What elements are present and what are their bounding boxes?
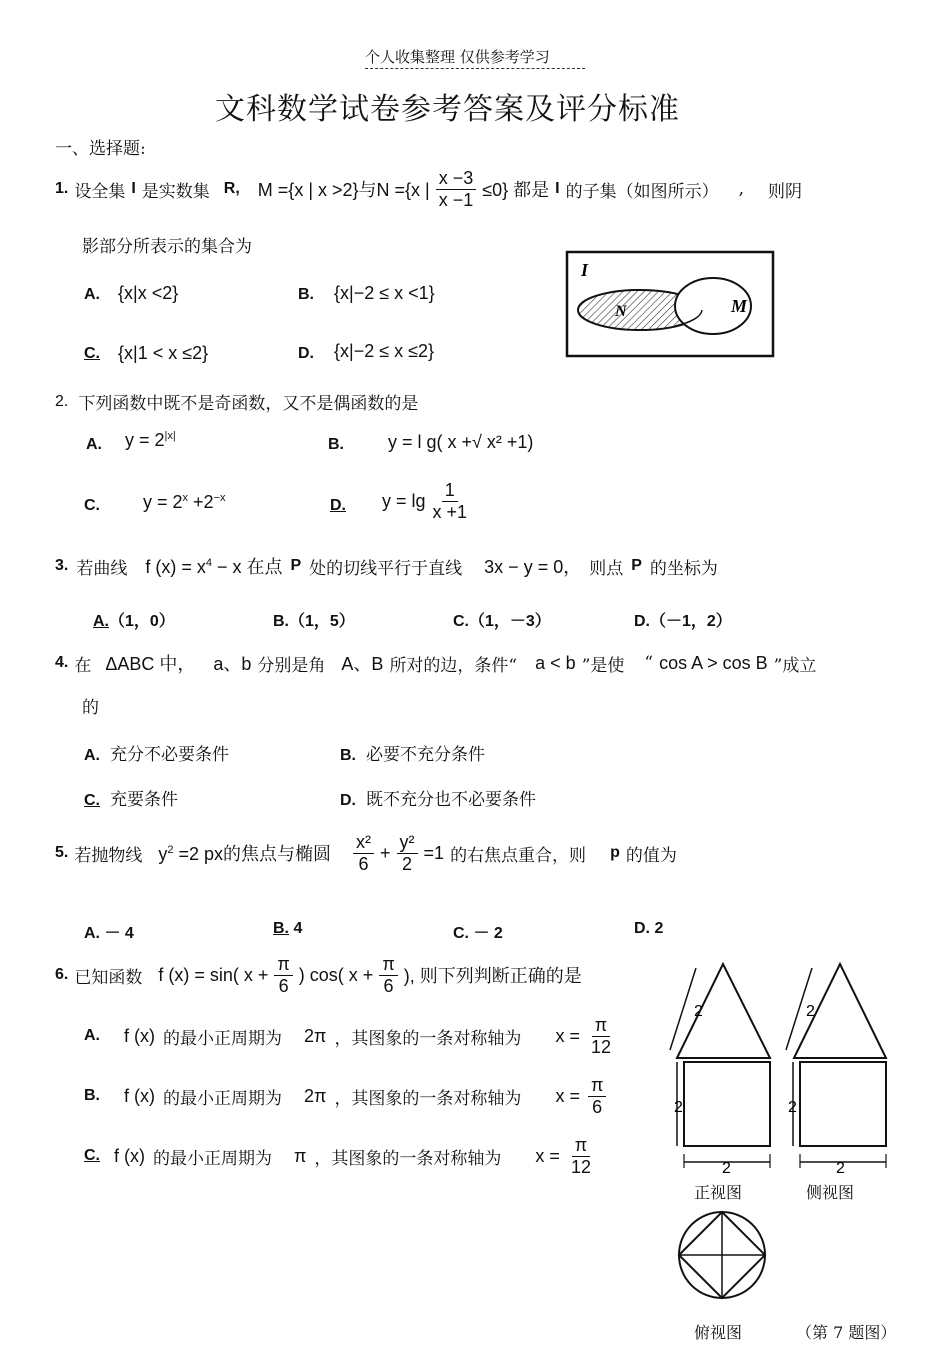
q1-I2: I [555, 180, 560, 198]
q6-line1 [55, 954, 582, 996]
q2-d-den: x +1 [432, 501, 468, 522]
q3-text-a: 若曲线 [76, 558, 128, 579]
q3-option-d [634, 608, 732, 631]
q1-frac-num: x −3 [436, 168, 477, 190]
q2-a-exp: |x| [164, 430, 176, 442]
q4-number: 4. [55, 654, 69, 671]
q2-c-exp2: −x [213, 492, 226, 504]
q6-c-den: 12 [570, 1156, 591, 1177]
side-view-square [800, 1062, 886, 1146]
q2-option-a-label: A. [86, 436, 102, 453]
q3-option-c [453, 608, 551, 631]
q1-frac-den: x −1 [438, 189, 474, 210]
q6-b-t1: 的最小正周期为 [163, 1088, 282, 1109]
q3-f: f (x) = x [145, 557, 206, 577]
front-view-caption: 正视图 [694, 1183, 743, 1202]
q6-b-label: B. [84, 1087, 100, 1105]
side-height-label: 2 [788, 1099, 797, 1116]
q4-line2: 的 [82, 698, 99, 718]
q5-plus: + [380, 842, 391, 863]
q1-line1 [55, 168, 802, 210]
q2-number: 2. [55, 392, 69, 410]
side-slant-label: 2 [806, 1003, 815, 1020]
q3-P2: P [631, 557, 642, 574]
q2-option-b: y = l g( x +√ x² +1) [388, 432, 534, 452]
q6-frac2-num: π [379, 954, 397, 976]
q1-tail2: 的子集（如图所示） [565, 181, 719, 202]
q6-a-label: A. [84, 1027, 100, 1045]
q2-option-a [125, 430, 176, 451]
q6-option-c [84, 1135, 594, 1177]
q6-c-x: x = [535, 1145, 560, 1166]
q6-c-f: f (x) [114, 1145, 145, 1166]
q5-frac2-num: y² [397, 832, 418, 854]
q5-option-b [273, 920, 302, 938]
q3-text-c: 则点 [589, 558, 624, 579]
q6-a-f: f (x) [124, 1025, 155, 1046]
q2-c-mid: +2 [188, 492, 214, 512]
q6-option-a [84, 1015, 614, 1057]
q1-option-b: {x|−2 ≤ x <1} [334, 283, 435, 303]
section-heading: 一、选择题: [55, 139, 146, 159]
top-view-caption: 俯视图 [694, 1323, 743, 1342]
q6-cos: ) cos( x + [298, 964, 374, 985]
q4-triangle: ΔABC 中， [105, 654, 196, 674]
q3-line: 3x − y = 0， [484, 557, 582, 577]
q1-set-M: M ={x | x >2}与N ={x | [257, 180, 430, 201]
q5-a-text: － 4 [104, 925, 134, 942]
q6-frac1-den: 6 [278, 975, 289, 996]
q2-d-base: y = lg [382, 490, 426, 511]
q3-a-text: （1，0） [109, 613, 175, 630]
front-width-label: 2 [722, 1160, 731, 1177]
q3-exp: 4 [205, 557, 212, 569]
q1-then: 则阴 [768, 181, 803, 202]
q3-text-d: 的坐标为 [649, 558, 718, 579]
q6-c-t2: ，其图象的一条对称轴为 [314, 1148, 502, 1169]
q2-option-b-label: B. [328, 436, 344, 453]
q6-c-t1: 的最小正周期为 [153, 1148, 272, 1169]
q3-text-b: 处的切线平行于直线 [309, 558, 463, 579]
q6-b-period: 2π [304, 1085, 327, 1106]
q4-cond2: cos A > cos B [659, 652, 768, 673]
q5-d-text: 2 [654, 920, 664, 937]
q1-option-c: {x|1 < x ≤2} [118, 343, 209, 363]
q5-c-text: － 2 [473, 925, 503, 942]
q3-P: P [290, 557, 302, 574]
q3-a-label: A. [93, 613, 109, 630]
q6-b-frac [588, 1075, 606, 1117]
three-views-figure [660, 958, 892, 1328]
q5-line1 [55, 832, 677, 874]
q3-d-label: D. [634, 613, 650, 630]
q6-b-num: π [588, 1075, 606, 1097]
q6-frac2 [379, 954, 397, 996]
q1-tail: ≤0} 都是 [482, 180, 550, 201]
q2-option-c-label: C. [84, 497, 100, 514]
q2-d-num: 1 [442, 480, 458, 502]
q5-frac2-den: 2 [402, 853, 413, 874]
q5-b-text: 4 [293, 920, 303, 937]
q5-y: y [158, 844, 168, 865]
front-view-slant-dim [670, 968, 696, 1050]
q6-c-frac [568, 1135, 594, 1177]
q3-b-text: （1，5） [289, 613, 355, 630]
q4-option-c [84, 785, 178, 810]
q3-number: 3. [55, 557, 69, 574]
q5-frac1 [353, 832, 374, 874]
q6-number: 6. [55, 966, 69, 984]
q5-b-label: B. [273, 920, 289, 937]
page-header: 个人收集整理 仅供参考学习 [365, 48, 550, 66]
q4-c-text: 充要条件 [110, 790, 178, 810]
q4-b-text: 必要不充分条件 [366, 745, 485, 765]
q5-text-c: 的值为 [625, 845, 677, 866]
q6-c-label: C. [84, 1147, 100, 1165]
q4-text-f: ”成立 [773, 655, 817, 676]
figure-caption: （第 7 题图） [796, 1323, 897, 1342]
q1-number: 1. [55, 180, 69, 198]
q4-ab: a、b [213, 654, 252, 674]
q3-b-label: B. [273, 613, 289, 630]
q5-number: 5. [55, 844, 69, 862]
q4-d-text: 既不充分也不必要条件 [366, 790, 536, 810]
q3-option-a [93, 608, 175, 631]
q4-text-a: 在 [74, 655, 92, 676]
q3-option-b [273, 608, 355, 631]
q4-AB: A、B [341, 654, 384, 674]
q1-option-c-label: C. [84, 345, 100, 362]
q1-text-b: 是实数集 [141, 181, 210, 202]
q4-c-label: C. [84, 792, 100, 809]
q4-text-b: 分别是角 [257, 655, 326, 676]
header-underline [365, 68, 585, 69]
q6-c-num: π [572, 1135, 590, 1157]
q2-text: 下列函数中既不是奇函数，又不是偶函数的是 [78, 394, 419, 414]
q1-option-a-label: A. [84, 286, 100, 303]
q6-a-period: 2π [304, 1025, 327, 1046]
q4-text-e: “ [644, 653, 654, 673]
q6-b-t2: ，其图象的一条对称轴为 [334, 1088, 522, 1109]
q6-b-den: 6 [592, 1096, 603, 1117]
front-height-label: 2 [674, 1099, 683, 1116]
q6-a-num: π [592, 1015, 610, 1037]
q6-frac1 [274, 954, 292, 996]
q5-option-c [453, 920, 503, 943]
q2-option-d [382, 480, 470, 522]
q3-c-label: C. [453, 613, 469, 630]
q2-d-fraction [430, 480, 471, 522]
q6-b-f: f (x) [124, 1085, 155, 1106]
q4-b-label: B. [340, 747, 356, 764]
q6-a-den: 12 [590, 1036, 611, 1057]
q4-text-c: 所对的边，条件“ [389, 655, 518, 676]
venn-label-M: M [731, 296, 748, 316]
q6-a-t1: 的最小正周期为 [163, 1028, 282, 1049]
q5-option-a [84, 920, 134, 943]
q6-c-period: π [294, 1145, 307, 1166]
q3-d-text: （－1，2） [650, 613, 732, 630]
venn-diagram [565, 250, 775, 358]
q4-text-d: ”是使 [581, 655, 625, 676]
q4-a-label: A. [84, 747, 100, 764]
q4-a-text: 充分不必要条件 [110, 745, 229, 765]
q6-frac2-den: 6 [383, 975, 394, 996]
q6-a-frac [588, 1015, 614, 1057]
q1-option-b-label: B. [298, 286, 314, 303]
q3-c-text: （1，－3） [469, 613, 551, 630]
q4-option-a [84, 740, 229, 765]
q2-c-exp1: x [182, 492, 189, 504]
q3-function [145, 553, 282, 579]
q1-text: 设全集 [74, 181, 126, 202]
q1-option-d-label: D. [298, 345, 314, 362]
q6-option-b [84, 1075, 606, 1117]
q5-frac1-den: 6 [358, 853, 369, 874]
q2-option-d-label: D. [330, 497, 346, 514]
q1-R: R, [223, 180, 240, 198]
q3-f2: − x 在点 [211, 557, 283, 577]
venn-label-I: I [581, 260, 589, 280]
page-title: 文科数学试卷参考答案及评分标准 [215, 92, 680, 127]
q1-I: I [131, 180, 136, 198]
q2-option-c [143, 492, 226, 513]
q5-option-d [634, 920, 663, 938]
q1-comma: , [738, 179, 745, 200]
front-view-triangle [677, 964, 770, 1058]
q4-line1 [55, 650, 816, 676]
q2-c-base: y = 2 [143, 492, 183, 512]
q5-text-b: 的右焦点重合，则 [450, 845, 587, 866]
q1-option-d: {x|−2 ≤ x ≤2} [334, 341, 434, 361]
q3-line1 [55, 553, 718, 579]
q5-eq2: =2 px的焦点与椭圆 [173, 844, 332, 865]
q4-option-b [340, 740, 485, 765]
q2-line1 [55, 389, 418, 414]
q4-option-d [340, 785, 536, 810]
q1-fraction [436, 168, 477, 210]
q5-text-a: 若抛物线 [74, 845, 143, 866]
q6-a-x: x = [555, 1025, 580, 1046]
q5-p: p [610, 844, 620, 862]
q5-exp: 2 [167, 844, 174, 857]
q5-d-label: D. [634, 920, 650, 937]
q5-frac1-num: x² [353, 832, 374, 854]
q4-d-label: D. [340, 792, 356, 809]
q6-frac1-num: π [274, 954, 292, 976]
q5-parabola [158, 840, 331, 866]
front-slant-label: 2 [694, 1003, 703, 1020]
q6-b-x: x = [555, 1085, 580, 1106]
front-view-square [684, 1062, 770, 1146]
q5-eq3: =1 [423, 842, 445, 863]
q2-a-base: y = 2 [125, 430, 165, 450]
q5-frac2 [397, 832, 418, 874]
q6-tail: ), 则下列判断正确的是 [403, 966, 582, 987]
q6-text-a: 已知函数 [74, 967, 143, 988]
q1-line2: 影部分所表示的集合为 [82, 237, 252, 257]
q5-c-label: C. [453, 925, 469, 942]
q5-a-label: A. [84, 925, 100, 942]
q6-f: f (x) = sin( x + [158, 964, 269, 985]
q6-a-t2: ，其图象的一条对称轴为 [334, 1028, 522, 1049]
venn-label-N: N [615, 303, 627, 320]
side-width-label: 2 [836, 1160, 845, 1177]
side-view-caption: 侧视图 [806, 1183, 855, 1202]
q1-option-a: {x|x <2} [118, 283, 179, 303]
q4-cond1: a < b [535, 652, 576, 673]
